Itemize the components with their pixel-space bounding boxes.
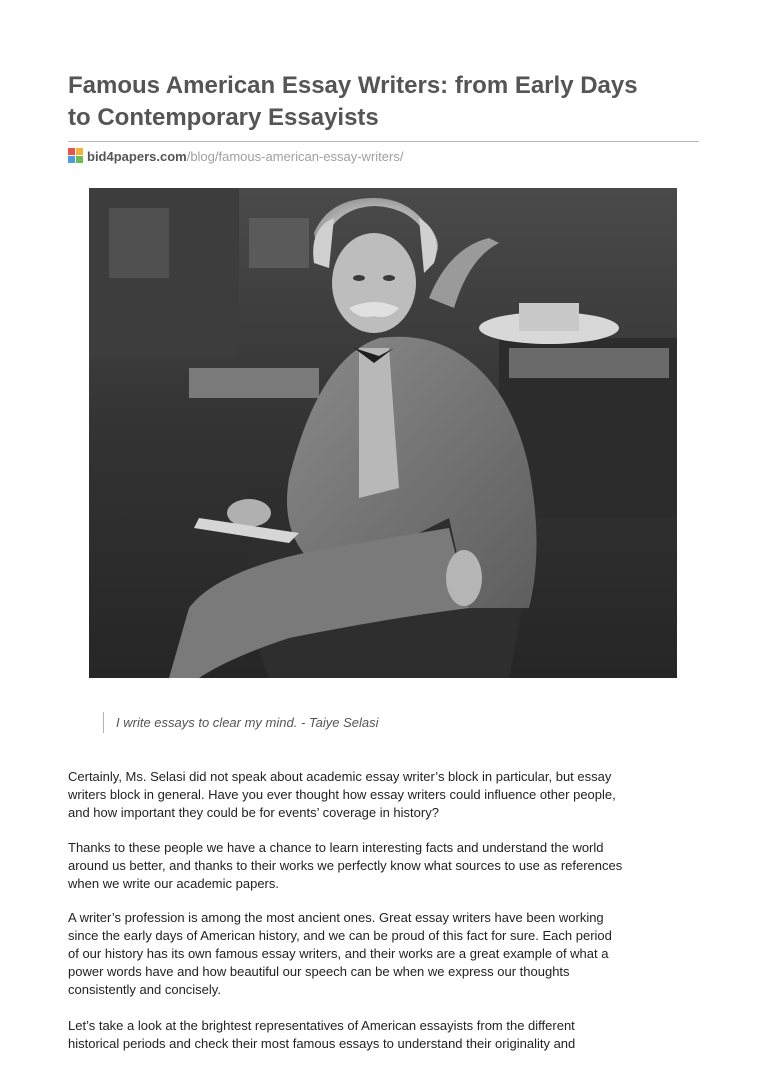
paragraph-line: when we write our academic papers. — [68, 876, 279, 891]
paragraph-line: Thanks to these people we have a chance to learn interesting facts and understand the world — [68, 840, 604, 855]
paragraph-4 — [68, 1017, 703, 1053]
paragraph-line: writers block in general. Have you ever thought how essay writers could influence other people, — [68, 787, 616, 802]
paragraph-line: historical periods and check their most famous essays to understand their originality and — [68, 1036, 576, 1051]
paragraph-line: and how important they could be for events’ coverage in history? — [68, 805, 439, 820]
paragraph-line: around us better, and thanks to their works we perfectly know what sources to use as references — [68, 858, 623, 873]
paragraph-line: A writer’s profession is among the most ancient ones. Great essay writers have been working — [68, 910, 604, 925]
source-link[interactable] — [68, 148, 403, 166]
title-line-1: Famous American Essay Writers: from Early Days — [68, 72, 638, 99]
paragraph-line: Certainly, Ms. Selasi did not speak about academic essay writer’s block in particular, but essay — [68, 769, 612, 784]
paragraph-line: power words have and how beautiful our speech can be when we express our thoughts — [68, 964, 570, 979]
source-path[interactable]: /blog/famous-american-essay-writers/ — [186, 149, 404, 164]
paragraph-3 — [68, 909, 703, 999]
page-title — [68, 70, 708, 134]
paragraph-line: consistently and concisely. — [68, 982, 221, 997]
paragraph-1 — [68, 768, 703, 822]
source-domain[interactable]: bid4papers.com — [87, 149, 187, 164]
epigraph-quote: I write essays to clear my mind. - Taiye Selasi — [103, 712, 379, 733]
paragraph-line: of our history has its own famous essay writers, and their works are a great example of what a — [68, 946, 609, 961]
title-divider — [68, 141, 699, 142]
paragraph-line: since the early days of American history, and we can be proud of this fact for sure. Each period — [68, 928, 612, 943]
title-line-2: to Contemporary Essayists — [68, 104, 379, 131]
paragraph-line: Let’s take a look at the brightest representatives of American essayists from the different — [68, 1018, 575, 1033]
bid4papers-favicon-icon — [68, 148, 84, 164]
paragraph-2 — [68, 839, 703, 893]
author-photo — [89, 188, 677, 678]
